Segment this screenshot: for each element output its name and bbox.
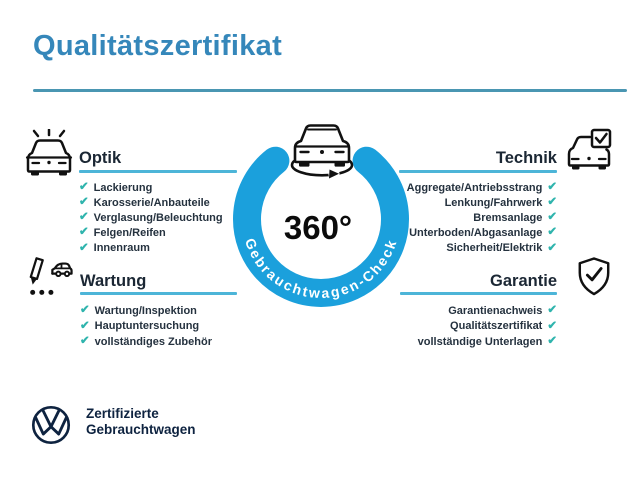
page-title: Qualitätszertifikat [33, 30, 283, 62]
check-item-label: Lenkung/Fahrwerk [444, 196, 543, 209]
badge-ring-label: Gebrauchtwagen-Check [241, 235, 401, 302]
check-icon: ✔ [547, 335, 557, 347]
check-item [79, 241, 223, 256]
check-item-label: Garantienachweis [448, 304, 543, 317]
shield-check-icon [576, 256, 612, 297]
section-heading-technik: Technik [495, 149, 557, 167]
badge-degrees-label: 360° [283, 209, 353, 246]
check-item-label: Innenraum [93, 242, 150, 255]
check-item-label: Unterboden/Abgasanlage [409, 227, 543, 240]
check-item [407, 195, 557, 210]
heading-underline [79, 170, 237, 173]
optik-checklist [79, 180, 223, 256]
check-item [79, 195, 223, 210]
check-icon: ✔ [79, 226, 89, 239]
check-item [407, 180, 557, 195]
check-icon: ✔ [547, 319, 557, 332]
check-icon: ✔ [80, 304, 90, 316]
section-heading-wartung: Wartung [80, 272, 147, 290]
car-360-rotation-badge [221, 112, 421, 312]
check-item-label: Bremsanlage [473, 211, 543, 224]
check-icon: ✔ [79, 211, 89, 224]
section-heading-optik: Optik [79, 149, 122, 167]
brand-line-2: Gebrauchtwagen [86, 421, 196, 437]
check-item-label: Wartung/Inspektion [94, 304, 197, 317]
check-icon: ✔ [80, 319, 90, 332]
vw-logo [31, 405, 71, 445]
check-item [80, 334, 212, 350]
check-item [80, 303, 212, 319]
check-icon: ✔ [547, 304, 557, 316]
garantie-checklist [418, 303, 557, 350]
brand-text [86, 406, 196, 437]
check-item [418, 334, 557, 350]
check-item-label: Sicherheit/Elektrik [446, 242, 543, 255]
check-icon: ✔ [80, 335, 90, 347]
check-item [79, 180, 223, 195]
check-icon: ✔ [547, 226, 557, 239]
check-item [407, 210, 557, 225]
check-item-label: Qualitätszertifikat [450, 320, 543, 333]
wartung-checklist [80, 303, 212, 350]
section-heading-garantie: Garantie [490, 272, 557, 290]
heading-underline [400, 292, 557, 295]
brand-line-1: Zertifizierte [86, 406, 159, 421]
heading-underline [399, 170, 557, 173]
check-item [418, 303, 557, 319]
check-item-label: vollständiges Zubehör [94, 335, 212, 348]
car-360-rotation-icon [292, 126, 352, 180]
car-shine-icon [23, 129, 75, 176]
check-icon: ✔ [547, 241, 557, 254]
check-icon: ✔ [79, 180, 89, 193]
check-item-label: Lackierung [93, 181, 153, 194]
check-item [407, 226, 557, 241]
title-rule [33, 89, 627, 92]
check-item-label: Verglasung/Beleuchtung [93, 211, 223, 224]
technik-checklist [407, 180, 557, 256]
check-item-label: Hauptuntersuchung [94, 320, 200, 333]
check-item [407, 241, 557, 256]
heading-underline [80, 292, 237, 295]
check-item-label: vollständige Unterlagen [417, 335, 543, 348]
check-item [79, 210, 223, 225]
check-icon: ✔ [547, 196, 557, 209]
check-item [418, 319, 557, 335]
service-checklist-icon [25, 255, 73, 299]
car-checkbox-icon [564, 128, 614, 174]
check-icon: ✔ [79, 241, 89, 254]
check-item-label: Aggregate/Antriebsstrang [406, 181, 543, 194]
check-icon: ✔ [547, 180, 557, 193]
check-item [80, 319, 212, 335]
check-icon: ✔ [547, 211, 557, 224]
check-icon: ✔ [79, 196, 89, 209]
check-item [79, 226, 223, 241]
check-item-label: Felgen/Reifen [93, 227, 166, 240]
check-item-label: Karosserie/Anbauteile [93, 196, 210, 209]
